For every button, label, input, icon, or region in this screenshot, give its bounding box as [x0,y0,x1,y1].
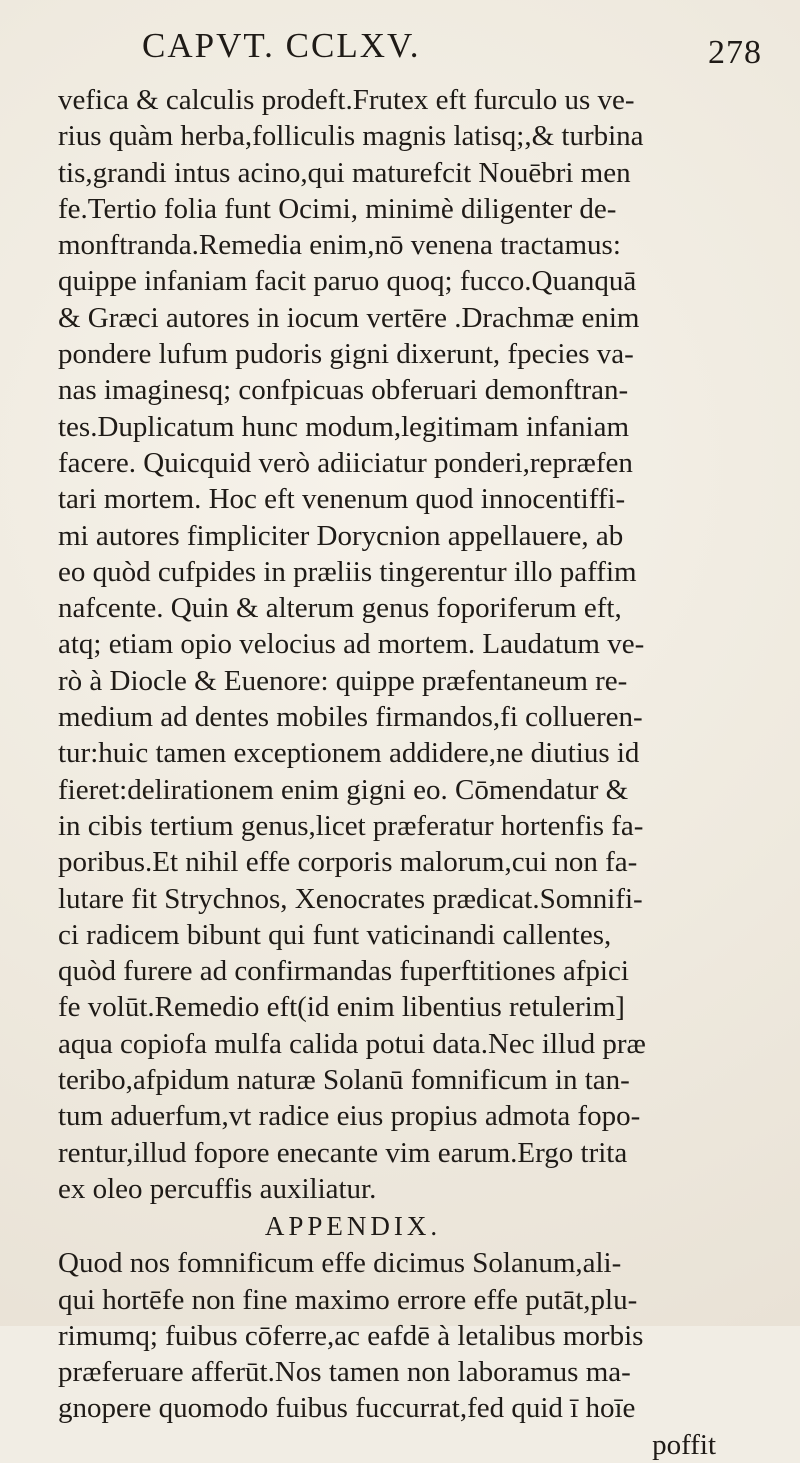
text-line: rò à Diocle & Euenore: quippe præfentaneum re- [58,664,628,697]
text-line: eo quòd cufpides in præliis tingerentur illo paffim [58,555,637,588]
text-line: tum aduerfum,vt radice eius propius admota fopo- [58,1100,641,1133]
appendix-line: præferuare afferūt.Nos tamen non laboramus ma- [58,1356,631,1389]
text-line: fe volūt.Remedio eft(id enim libentius retulerim] [58,991,625,1024]
text-line: teribo,afpidum naturæ Solanū fomnificum in tan- [58,1064,630,1097]
text-line: quòd furere ad confirmandas fuperftitiones afpici [58,955,629,988]
appendix-line: gnopere quomodo fuibus fuccurrat,fed quid ī hoīe [58,1392,636,1425]
page-header [58,18,766,71]
page-number: 278 [708,34,762,71]
text-line: rius quàm herba,folliculis magnis latisq;,& turbina [58,120,644,153]
text-line: rentur,illud fopore enecante vim earum.Ergo trita [58,1136,628,1169]
text-line: fe.Tertio folia funt Ocimi, minimè diligenter de- [58,192,617,225]
text-line: lutare fit Strychnos, Xenocrates prædicat.Somnifi- [58,882,643,915]
text-line: ex oleo percuffis auxiliatur. [58,1172,377,1205]
text-line: vefica & calculis prodeft.Frutex eft furculo us ve- [58,84,635,116]
catchword: poffit [652,1428,716,1461]
text-line: nafcente. Quin & alterum genus foporiferum eft, [58,592,622,625]
appendix-line: rimumq; fuibus cōferre,ac eafdē à letalibus morbis [58,1319,644,1352]
text-line: facere. Quicquid verò adiiciatur ponderi,repræfen [58,446,633,479]
text-line: monftranda.Remedia enim,nō venena tractamus: [58,229,621,262]
text-line: tari mortem. Hoc eft venenum quod innocentiffi- [58,483,626,516]
text-line: quippe infaniam facit paruo quoq; fucco.Quanquā [58,265,637,298]
main-text [58,82,768,1463]
appendix-heading: APPENDIX. [264,1211,442,1242]
text-line: tes.Duplicatum hunc modum,legitimam infaniam [58,410,630,443]
text-line: fieret:delirationem enim gigni eo. Cōmendatur & [58,773,629,806]
text-line: atq; etiam opio velocius ad mortem. Laudatum ve- [58,628,645,661]
text-line: aqua copiofa mulfa calida potui data.Nec illud præ [58,1027,646,1060]
appendix-line: qui hortēfe non fine maximo errore effe putāt,plu- [58,1283,638,1316]
text-line: mi autores fimpliciter Dorycnion appellauere, ab [58,519,624,552]
text-line: medium ad dentes mobiles firmandos,fi collueren- [58,701,643,734]
text-line: tur:huic tamen exceptionem addidere,ne diutius id [58,737,640,770]
appendix-line: Quod nos fomnificum effe dicimus Solanum,ali- [58,1247,622,1280]
text-line: pondere lufum pudoris gigni dixerunt, fpecies va- [58,338,634,371]
text-line: tis,grandi intus acino,qui maturefcit Nouēbri men [58,156,631,189]
text-line: ci radicem bibunt qui funt vaticinandi callentes, [58,918,612,951]
chapter-heading: CAPVT. CCLXV. [142,26,421,65]
text-line: poribus.Et nihil effe corporis malorum,cui non fa- [58,846,638,879]
text-line: in cibis tertium genus,licet præferatur hortenfis fa- [58,809,644,842]
text-line: nas imaginesq; confpicuas obferuari demonftran- [58,374,629,407]
text-line: & Græci autores in iocum vertēre .Drachmæ enim [58,301,640,334]
